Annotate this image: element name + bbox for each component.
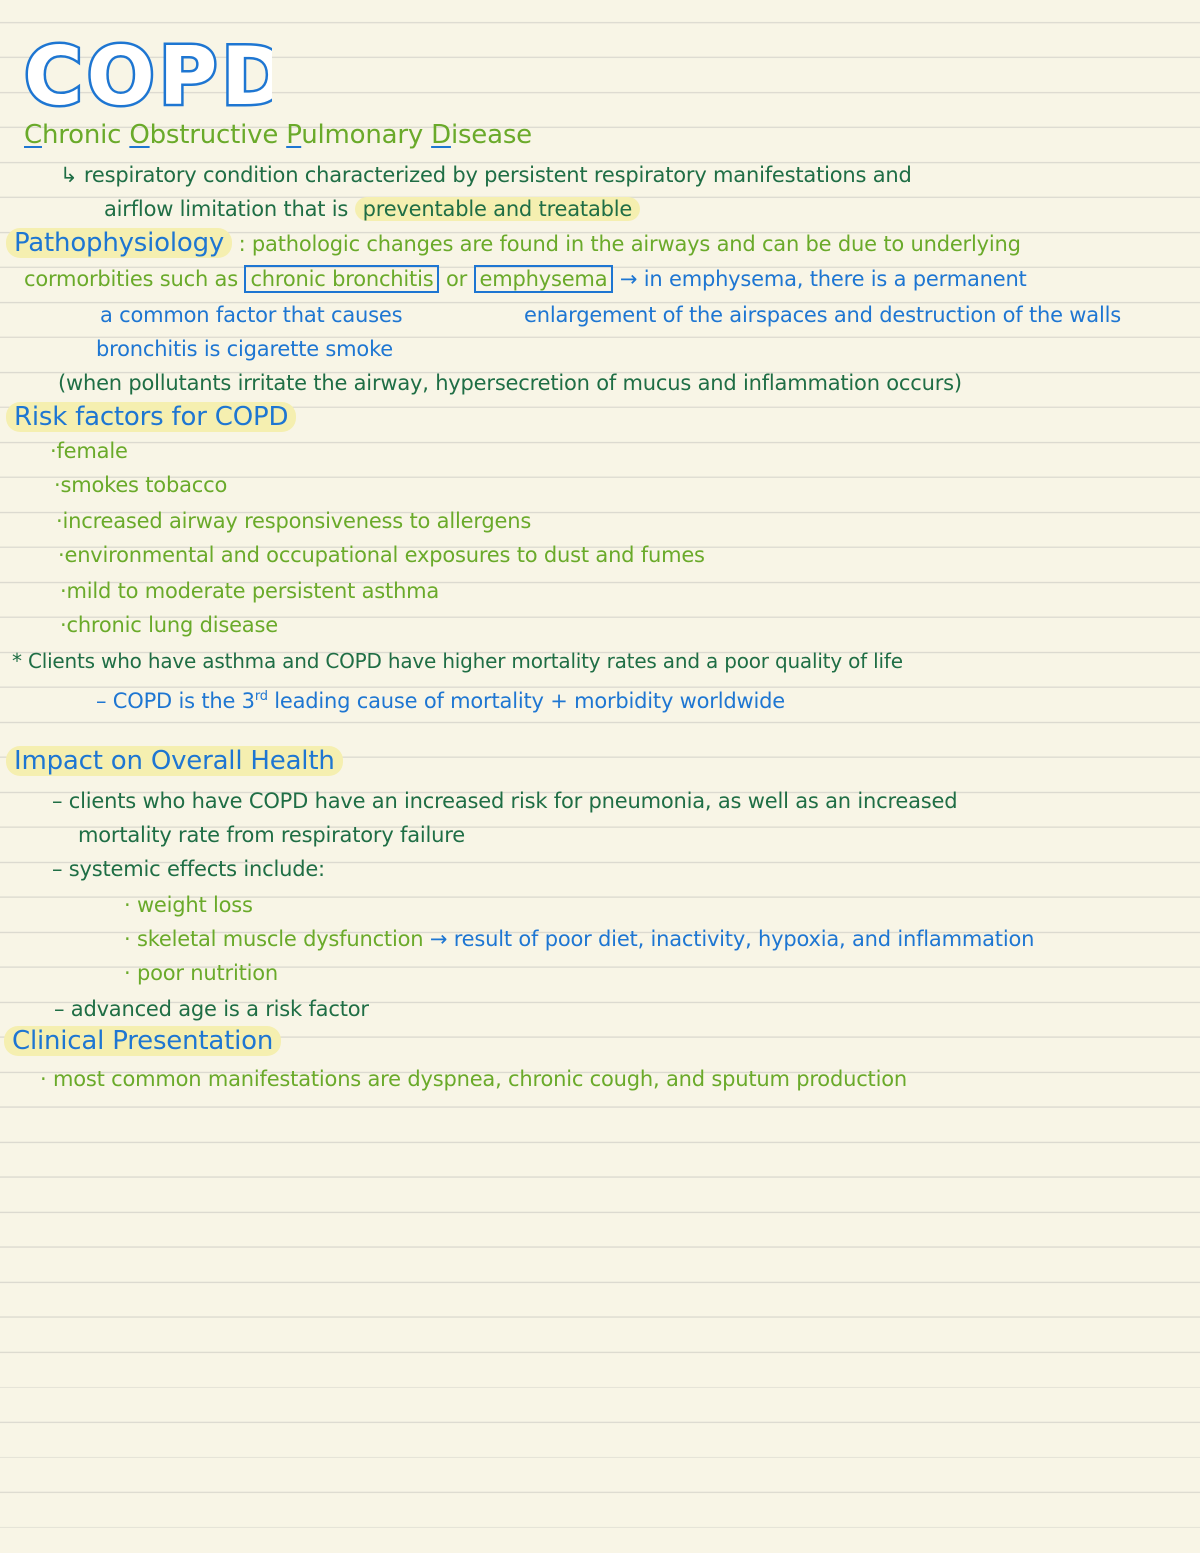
subtitle-d: D (431, 120, 451, 150)
clinical-heading-line (4, 1026, 281, 1057)
patho-line-4: bronchitis is cigarette smoke (96, 337, 393, 361)
risk-sub-note (96, 682, 785, 716)
risk-heading: Risk factors for COPD (6, 402, 296, 432)
page-title (22, 28, 272, 118)
impact-line-1: – clients who have COPD have an increased risk for pneumonia, as well as an increased (52, 789, 958, 813)
highlight-preventable: preventable and treatable (355, 197, 641, 221)
risk-item: ·environmental and occupational exposures to dust and fumes (58, 543, 705, 567)
subtitle-p: P (286, 120, 302, 150)
subtitle-ulmonary: ulmonary (301, 120, 432, 150)
impact-line-3: – systemic effects include: (52, 857, 325, 881)
impact-line-4: – advanced age is a risk factor (54, 997, 369, 1021)
definition-text-1: respiratory condition characterized by persistent respiratory manifestations and (83, 163, 912, 187)
subtitle (24, 120, 532, 150)
impact-item-1: · weight loss (124, 893, 253, 917)
impact-heading: Impact on Overall Health (6, 746, 343, 776)
patho-text-2: cormorbities such as (24, 267, 238, 291)
patho-emphysema-note: in emphysema, there is a permanent (643, 267, 1027, 291)
definition-line-1 (60, 160, 912, 190)
definition-text-2: airflow limitation that is (104, 197, 349, 221)
subtitle-bstructive: bstructive (149, 120, 287, 150)
subtitle-isease: isease (450, 120, 532, 150)
title-text: COPD (24, 30, 272, 118)
risk-item: ·female (50, 439, 128, 463)
patho-line-3b: enlargement of the airspaces and destruction of the walls (524, 303, 1121, 327)
risk-item: ·mild to moderate persistent asthma (60, 579, 440, 603)
risk-heading-line (6, 402, 296, 433)
patho-line-3a: a common factor that causes (100, 303, 403, 327)
arrow-icon: ↳ (60, 163, 78, 187)
risk-item: ·smokes tobacco (54, 473, 228, 497)
patho-or: or (445, 267, 468, 291)
patho-heading: Pathophysiology (6, 228, 232, 258)
risk-sub-b: leading cause of mortality + morbidity worldwide (267, 689, 785, 713)
risk-sub-sup: rd (254, 689, 268, 704)
patho-line-2 (24, 264, 1027, 294)
definition-line-2 (104, 194, 640, 224)
impact-heading-line (6, 746, 343, 777)
risk-star-note: * Clients who have asthma and COPD have higher mortality rates and a poor quality of life (12, 649, 903, 673)
boxed-chronic-bronchitis: chronic bronchitis (244, 265, 439, 293)
boxed-emphysema: emphysema (474, 265, 614, 293)
impact-item-3: · poor nutrition (124, 961, 279, 985)
subtitle-o: O (129, 120, 150, 150)
risk-item: ·increased airway responsiveness to allergens (56, 509, 532, 533)
clinical-line-1: · most common manifestations are dyspnea, chronic cough, and sputum production (40, 1067, 907, 1091)
impact-line-2: mortality rate from respiratory failure (78, 823, 465, 847)
impact-item-2a: · skeletal muscle dysfunction (124, 927, 424, 951)
risk-sub-a: – COPD is the 3 (96, 689, 255, 713)
risk-item: ·chronic lung disease (60, 613, 278, 637)
subtitle-c: C (24, 120, 42, 150)
patho-text-1: : pathologic changes are found in the airways and can be due to underlying (238, 232, 1021, 256)
impact-item-2 (124, 924, 1034, 954)
patho-line-5: (when pollutants irritate the airway, hypersecretion of mucus and inflammation occurs) (58, 371, 962, 395)
impact-item-2b: → result of poor diet, inactivity, hypoxia, and inflammation (429, 927, 1035, 951)
patho-line-1 (6, 228, 1021, 259)
clinical-heading: Clinical Presentation (4, 1026, 281, 1056)
arrow-right-icon: → (619, 267, 638, 291)
subtitle-hronic: hronic (41, 120, 130, 150)
